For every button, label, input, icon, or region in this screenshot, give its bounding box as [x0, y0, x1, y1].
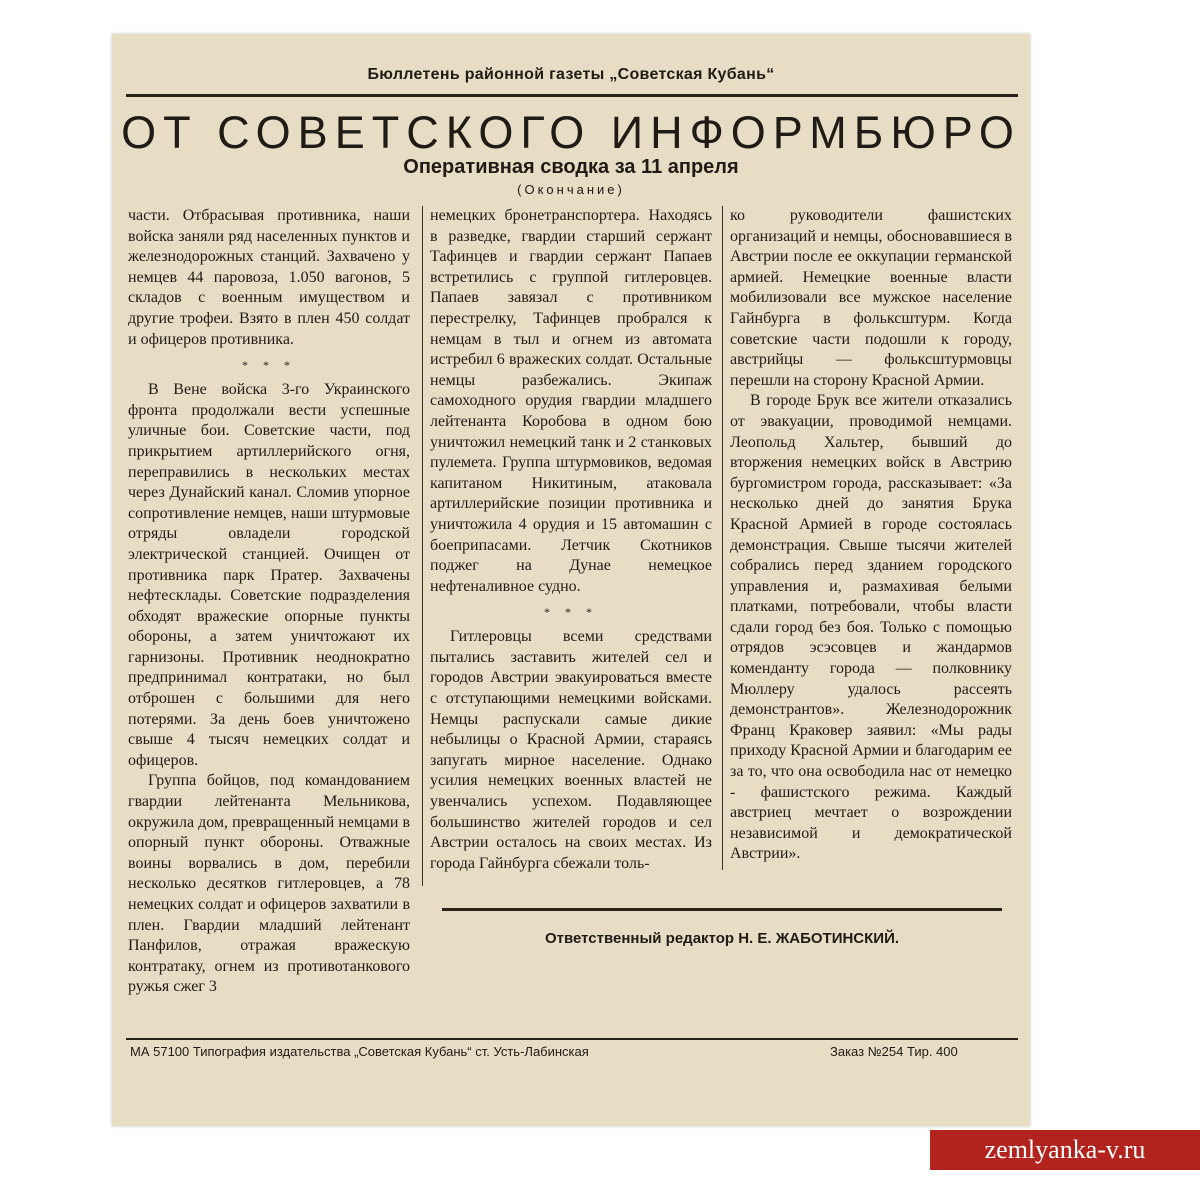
article-column-3: [730, 206, 1012, 863]
column-divider: [422, 206, 423, 886]
watermark-label: zemlyanka-v.ru: [930, 1130, 1200, 1170]
article-column-1: [128, 206, 410, 996]
subheadline: Оперативная сводка за 11 апреля: [403, 156, 739, 178]
paragraph: части. Отбрасывая противника, наши войска заняли ряд населенных пунктов и железнодорожных станций. Захвачено у немцев 44 паровоза, 1.050 вагонов, 5 складов с военным имуществом и другие трофеи. Взято в плен 450 солдат и офицеров противника.: [128, 207, 410, 348]
section-separator: * * *: [544, 605, 598, 620]
section-separator: * * *: [242, 358, 296, 373]
header-rule: [126, 94, 1018, 97]
headline: ОТ СОВЕТСКОГО ИНФОРМБЮРО: [121, 107, 1021, 158]
paragraph: немецких бронетранспортера. Находясь в разведке, гвардии старший сержант Тафинцев и гвардии сержант Папаев встретились с группой гитлеровцев. Папаев завязал с противником перестрелку, Тафинцев пробрался к немцам в тыл и огнем из автомата истребил 6 вражеских солдат. Остальные немцы разбежались. Экипаж самоходного орудия гвардии младшего лейтенанта Коробова в одном бою уничтожил немецкий танк и 2 станковых пулемета. Группа штурмовиков, ведомая капитаном Никитиным, атаковала артиллерийские позиции противника и уничтожила 4 орудия и 15 автомашин с боеприпасами. Летчик Скотников поджег на Дунае немецкое нефтеналивное судно.: [430, 207, 712, 595]
article-column-2: [430, 206, 712, 870]
order-circulation-info: Заказ №254 Тир. 400: [830, 1044, 958, 1059]
paragraph: ко руководители фашистских организаций и немцы, обосновавшиеся в Австрии после ее оккупации германской армией. Немецкие военные власти мобилизовали все мужское население Гайнбурга в фольксштурм. Когда советские части подошли к городу, австрийцы — фольксштурмовцы перешли на сторону Красной Армии.: [730, 207, 1012, 389]
imprint-footer: [130, 1044, 1020, 1059]
newspaper-sheet: [112, 34, 1030, 1126]
paragraph: В Вене войска 3-го Украинского фронта продолжали вести успешные уличные бои. Советские части, под прикрытием артиллерийского огня, переправились в нескольких местах через Дунайский канал. Сломив упорное сопротивление немцев, наши штурмовые отряды овладели городской электрической станцией. Очищен от противника парк Пратер. Захвачены нефтесклады. Советские подразделения обходят вражеские опорные пункты обороны, а затем уничтожают их гарнизоны. Противник неоднократно предпринимал контратаки, но был отброшен с большими для него потерями. За день боев уничтожено свыше 4 тысяч немецких солдат и офицеров.: [128, 381, 410, 769]
bulletin-title: Бюллетень районной газеты „Советская Кубань“: [367, 66, 775, 83]
footer-rule: [126, 1038, 1018, 1040]
paragraph: Группа бойцов, под командованием гвардии лейтенанта Мельникова, окружила дом, превращенный немцами в опорный пункт обороны. Отважные воины ворвались в дом, перебили несколько десятков гитлеровцев, а 78 немецких солдат и офицеров захватили в плен. Гвардии младший лейтенант Панфилов, отражая вражескую контратаку, огнем из противотанкового ружья сжег 3: [128, 772, 410, 996]
printing-house-info: МА 57100 Типография издательства „Советская Кубань“ ст. Усть-Лабинская: [130, 1044, 589, 1059]
ending-note: (Окончание): [517, 182, 625, 197]
column-divider: [722, 206, 723, 870]
editor-rule: [442, 908, 1002, 911]
paragraph: В городе Брук все жители отказались от эвакуации, проводимой немцами. Леопольд Хальтер, бывший до вторжения немецких войск в Австрию бургомистром города, рассказывает: «За несколько дней до занятия Брука Красной Армией в городе состоялась демонстрация. Свыше тысячи жителей собрались перед зданием городского управления и, размахивая белыми платками, потребовали, чтобы власти сдали город без боя. Только с помощью отрядов эсэсовцев и жандармов коменданту города — полковнику Мюллеру удалось рассеять демонстрантов». Железнодорожник Франц Краковер заявил: «Мы рады приходу Красной Армии и благодарим ее за то, что она освободила нас от немецко - фашистского режима. Каждый австриец мечтает о возрождении независимой и демократической Австрии».: [730, 392, 1012, 863]
responsible-editor: Ответственный редактор Н. Е. ЖАБОТИНСКИЙ.: [544, 930, 900, 947]
paragraph: Гитлеровцы всеми средствами пытались заставить жителей сел и городов Австрии эвакуироваться вместе с отступающими немецкими войсками. Немцы распускали самые дикие небылицы о Красной Армии, стараясь запугать мирное население. Однако усилия немецких военных властей не увенчались успехом. Подавляющее большинство жителей городов и сел Австрии осталось на своих местах. Из города Гайнбурга сбежали толь-: [430, 628, 712, 872]
